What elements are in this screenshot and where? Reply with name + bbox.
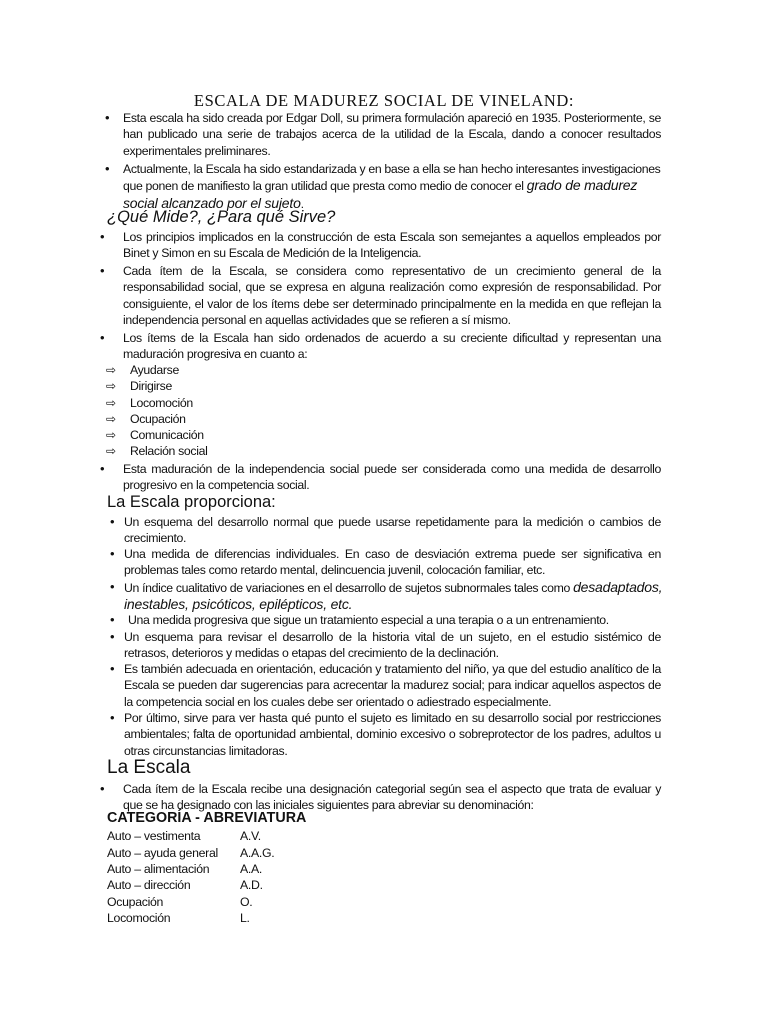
proporciona-item-text: Un índice cualitativo de variaciones en el desarrollo de sujetos subnormales tales como	[124, 581, 570, 595]
section-heading-que-mide: ¿Qué Mide?, ¿Para qué Sirve?	[107, 208, 336, 226]
category-name: Auto – vestimenta	[107, 829, 201, 843]
section-heading-proporciona: La Escala proporciona:	[107, 493, 276, 511]
bullet-icon: •	[105, 161, 110, 176]
category-table-header: CATEGORÍA - ABREVIATURA	[107, 810, 307, 826]
section1-paragraph-1: Los principios implicados en la construcción de esta Escala son semejantes a aquellos empleados por Binet y Simon en su Escala de Medición de la Inteligencia.	[123, 230, 661, 261]
bullet-icon: •	[110, 514, 115, 529]
proporciona-item: Un esquema del desarrollo normal que puede usarse repetidamente para la medición o cambios de crecimiento.	[124, 515, 661, 546]
category-name: Auto – alimentación	[107, 862, 210, 876]
category-name: Auto – dirección	[107, 878, 191, 892]
bullet-icon: •	[110, 612, 115, 627]
proporciona-item: Una medida progresiva que sigue un tratamiento especial a una terapia o a un entrenamiento.	[128, 613, 609, 627]
area-item: Dirigirse	[130, 379, 172, 393]
section3-paragraph: Cada ítem de la Escala recibe una designación categorial según sea el aspecto que trata de evaluar y que se ha designado con las iniciales siguientes para abreviar su denominación:	[123, 782, 661, 813]
section-heading-la-escala: La Escala	[107, 757, 191, 778]
category-name: Locomoción	[107, 911, 171, 925]
proporciona-item-emphasis: desadaptados, inestables, psicóticos, epilépticos, etc.	[124, 579, 663, 613]
page-title: ESCALA DE MADUREZ SOCIAL DE VINELAND:	[193, 91, 575, 110]
category-abbreviation: A.A.	[240, 862, 263, 876]
category-abbreviation: A.A.G.	[240, 846, 275, 860]
section1-paragraph-3: Los ítems de la Escala han sido ordenados de acuerdo a su creciente dificultad y representan una maduración progresiva en cuanto a:	[123, 331, 661, 362]
arrow-right-icon: ⇨	[106, 428, 117, 442]
area-item: Ayudarse	[130, 363, 179, 377]
arrow-right-icon: ⇨	[106, 396, 117, 410]
intro-paragraph-2-text: Actualmente, la Escala ha sido estandarizada y en base a ella se han hecho interesantes investigaciones que ponen de manifiesto la gran utilidad que presta como medio de conocer el	[123, 162, 661, 194]
area-item: Ocupación	[130, 412, 186, 426]
arrow-right-icon: ⇨	[106, 412, 117, 426]
intro-emphasis: grado de madurez social alcanzado por el sujeto	[123, 177, 638, 211]
intro-paragraph-2	[123, 161, 663, 212]
bullet-icon: •	[105, 110, 110, 125]
category-abbreviation: A.D.	[240, 878, 263, 892]
bullet-icon: •	[100, 781, 105, 796]
section1-paragraph-2: Cada ítem de la Escala, se considera como representativo de un crecimiento general de la responsabilidad social, que se expresa en alguna realización como expresión de responsabilidad. Por consiguiente, el valor de los ítems debe ser determinado principalmente en la medida en que reflejan la independencia personal en aquellas actividades que se refieren a sí mismo.	[123, 264, 661, 328]
proporciona-item-indice	[124, 579, 666, 614]
area-item: Locomoción	[130, 396, 193, 410]
area-item: Comunicación	[130, 428, 204, 442]
bullet-icon: •	[100, 330, 105, 345]
bullet-icon: •	[110, 629, 115, 644]
proporciona-item: Una medida de diferencias individuales. En caso de desviación extrema puede ser significativa en problemas tales como retardo mental, delincuencia juvenil, colocación familiar, etc.	[124, 547, 661, 578]
bullet-icon: •	[110, 546, 115, 561]
bullet-icon: •	[110, 661, 115, 676]
bullet-icon: •	[110, 579, 115, 594]
category-abbreviation: L.	[240, 911, 250, 925]
bullet-icon: •	[100, 263, 105, 278]
intro-paragraph-1: Esta escala ha sido creada por Edgar Doll, su primera formulación apareció en 1935. Posteriormente, se han publicado una serie de trabajos acerca de la utilidad de la Escala, dando a conocer resultados experimentales preliminares.	[123, 111, 661, 158]
area-item: Relación social	[130, 444, 208, 458]
category-name: Ocupación	[107, 895, 164, 909]
proporciona-item: Es también adecuada en orientación, educación y tratamiento del niño, ya que del estudio analítico de la Escala se pueden dar sugerencias para acrecentar la madurez social; para indicar aquellos aspectos de la competencia social en los cuales debe ser orientado o adiestrado especialmente.	[124, 662, 661, 709]
intro-period: .	[300, 196, 304, 211]
bullet-icon: •	[100, 229, 105, 244]
proporciona-item: Un esquema para revisar el desarrollo de la historia vital de un sujeto, en el estudio sistémico de retrasos, deterioros y medidas o etapas del crecimiento de la declinación.	[124, 630, 661, 661]
arrow-right-icon: ⇨	[106, 379, 117, 393]
bullet-icon: •	[110, 710, 115, 725]
bullet-icon: •	[100, 461, 105, 476]
arrow-right-icon: ⇨	[106, 444, 117, 458]
category-abbreviation: O.	[240, 895, 253, 909]
section1-paragraph-4: Esta maduración de la independencia social puede ser considerada como una medida de desarrollo progresivo en la competencia social.	[123, 462, 661, 493]
category-abbreviation: A.V.	[240, 829, 261, 843]
arrow-right-icon: ⇨	[106, 363, 117, 377]
category-name: Auto – ayuda general	[107, 846, 218, 860]
proporciona-item: Por último, sirve para ver hasta qué punto el sujeto es limitado en su desarrollo social por restricciones ambientales; falta de oportunidad ambiental, dominio excesivo o sobreprotector de los padres, adultos u otras circunstancias limitadoras.	[124, 711, 661, 758]
